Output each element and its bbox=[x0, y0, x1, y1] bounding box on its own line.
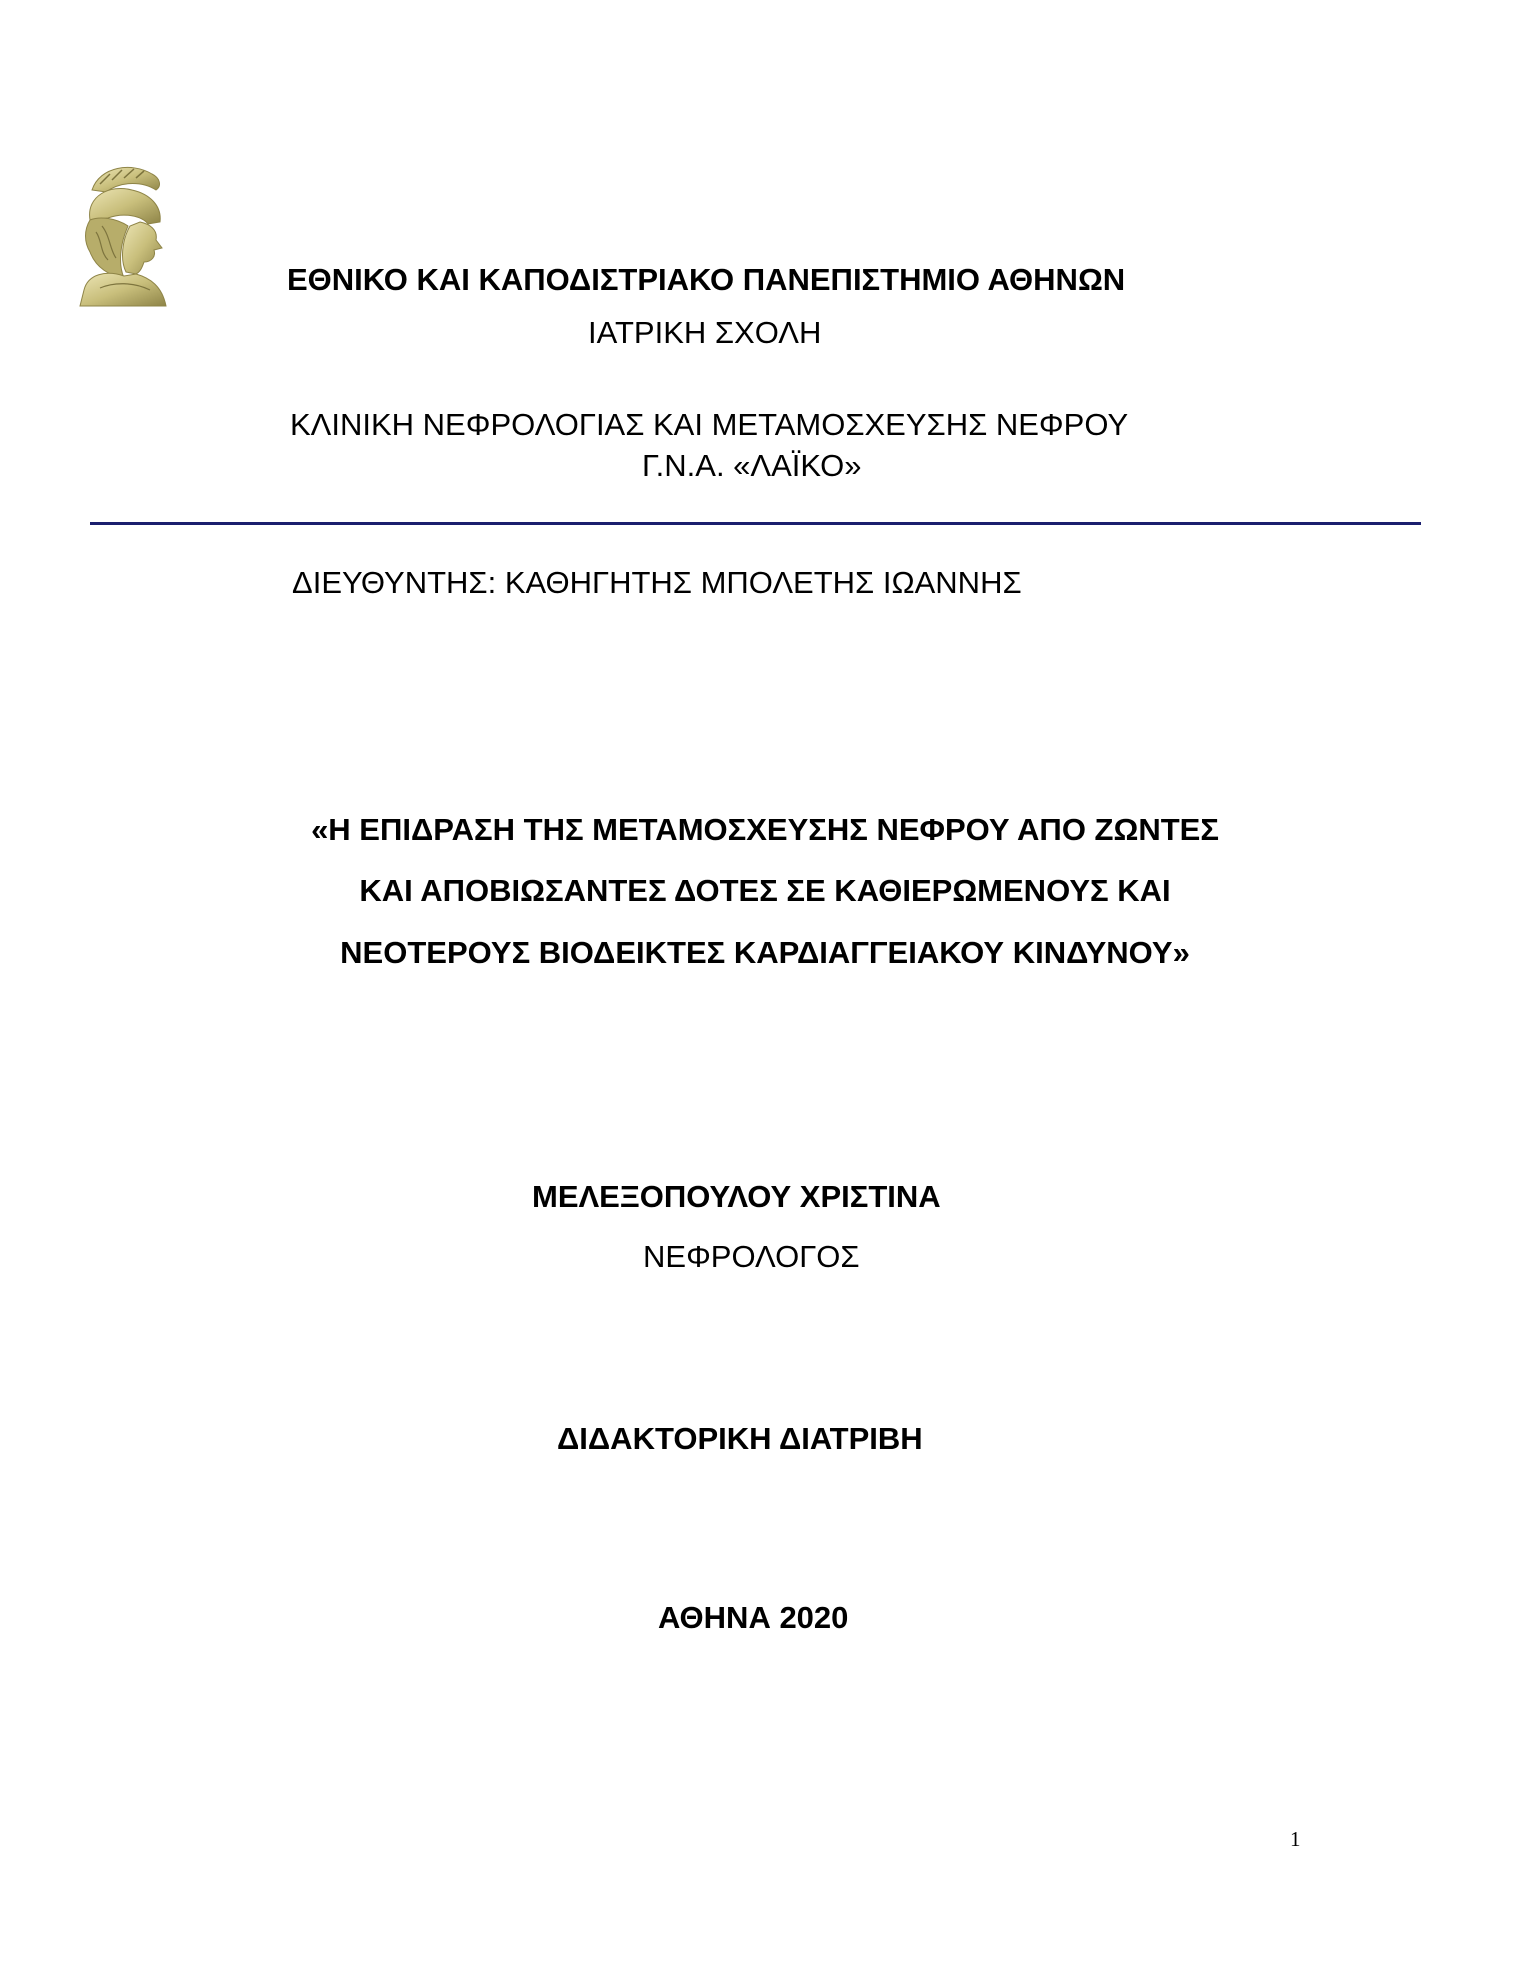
clinic-name: ΚΛΙΝΙΚΗ ΝΕΦΡΟΛΟΓΙΑΣ ΚΑΙ ΜΕΤΑΜΟΣΧΕΥΣΗΣ ΝΕΦΡΟΥ bbox=[290, 407, 1129, 442]
thesis-title-line-1: «Η ΕΠΙΔΡΑΣΗ ΤΗΣ ΜΕΤΑΜΟΣΧΕΥΣΗΣ ΝΕΦΡΟΥ ΑΠΟ ΖΩΝΤΕΣ bbox=[311, 812, 1219, 847]
hospital-name: Γ.Ν.Α. «ΛΑΪΚΟ» bbox=[642, 448, 862, 483]
athena-head-emblem-icon bbox=[70, 160, 182, 308]
author-title: ΝΕΦΡΟΛΟΓΟΣ bbox=[643, 1239, 860, 1274]
header-divider bbox=[90, 522, 1421, 525]
director-line: ΔΙΕΥΘΥΝΤΗΣ: ΚΑΘΗΓΗΤΗΣ ΜΠΟΛΕΤΗΣ ΙΩΑΝΝΗΣ bbox=[292, 565, 1022, 600]
school-name: ΙΑΤΡΙΚΗ ΣΧΟΛΗ bbox=[588, 315, 822, 350]
author-name: ΜΕΛΕΞΟΠΟΥΛΟΥ ΧΡΙΣΤΙΝΑ bbox=[532, 1179, 941, 1214]
page-number: 1 bbox=[1290, 1827, 1301, 1851]
place-year: ΑΘΗΝΑ 2020 bbox=[658, 1600, 849, 1635]
university-name: ΕΘΝΙΚΟ ΚΑΙ ΚΑΠΟΔΙΣΤΡΙΑΚΟ ΠΑΝΕΠΙΣΤΗΜΙΟ ΑΘΗΝΩΝ bbox=[287, 262, 1126, 297]
thesis-title-line-2: ΚΑΙ ΑΠΟΒΙΩΣΑΝΤΕΣ ΔΟΤΕΣ ΣΕ ΚΑΘΙΕΡΩΜΕΝΟΥΣ ΚΑΙ bbox=[359, 873, 1171, 908]
document-type: ΔΙΔΑΚΤΟΡΙΚΗ ΔΙΑΤΡΙΒΗ bbox=[557, 1421, 923, 1456]
thesis-title-line-3: ΝΕΟΤΕΡΟΥΣ ΒΙΟΔΕΙΚΤΕΣ ΚΑΡΔΙΑΓΓΕΙΑΚΟΥ ΚΙΝΔΥΝΟΥ» bbox=[340, 935, 1190, 970]
